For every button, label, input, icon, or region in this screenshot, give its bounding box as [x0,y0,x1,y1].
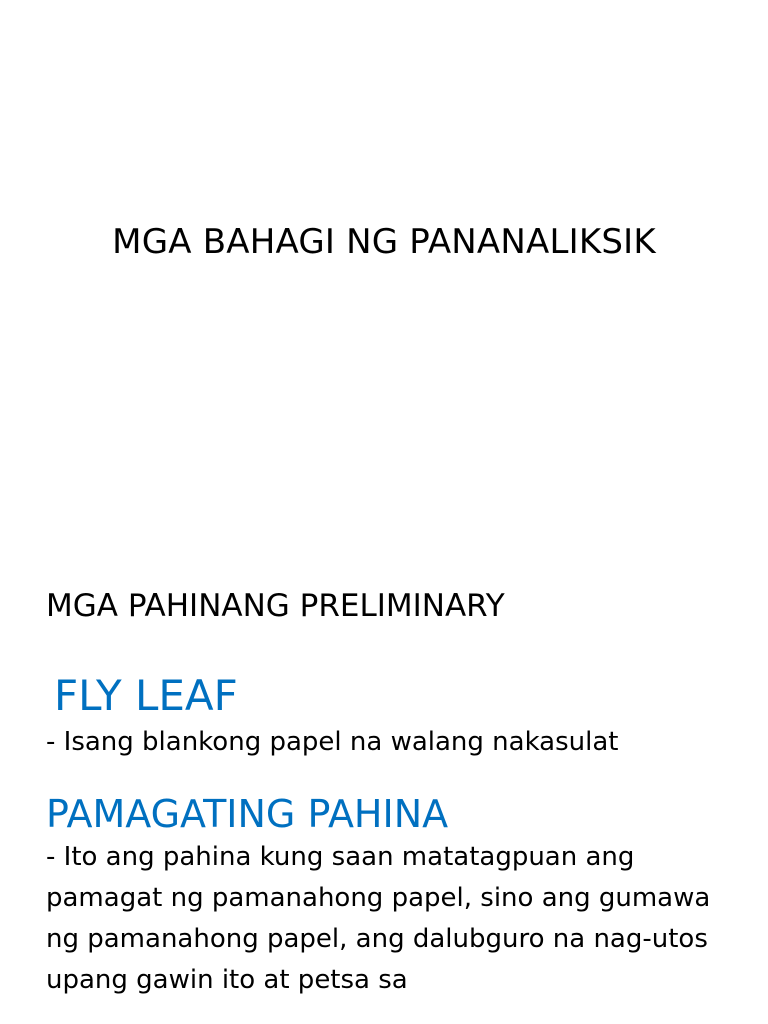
term-heading-fly-leaf: FLY LEAF [54,671,238,720]
term-definition-pamagating-pahina: - Ito ang pahina kung saan matatagpuan ang pamagat ng pamanahong papel, sino ang gumawa ng pamanahong papel, ang dalubguro na nag-utos upang gawin ito at petsa sa [46,842,711,995]
term-definition-fly-leaf: - Isang blankong papel na walang nakasulat [46,727,619,757]
term-heading-pamagating-pahina: PAMAGATING PAHINA [46,792,449,836]
page-title: MGA BAHAGI NG PANANALIKSIK [112,222,656,262]
content-slide [46,586,746,1001]
section-heading: MGA PAHINANG PRELIMINARY [46,588,505,624]
